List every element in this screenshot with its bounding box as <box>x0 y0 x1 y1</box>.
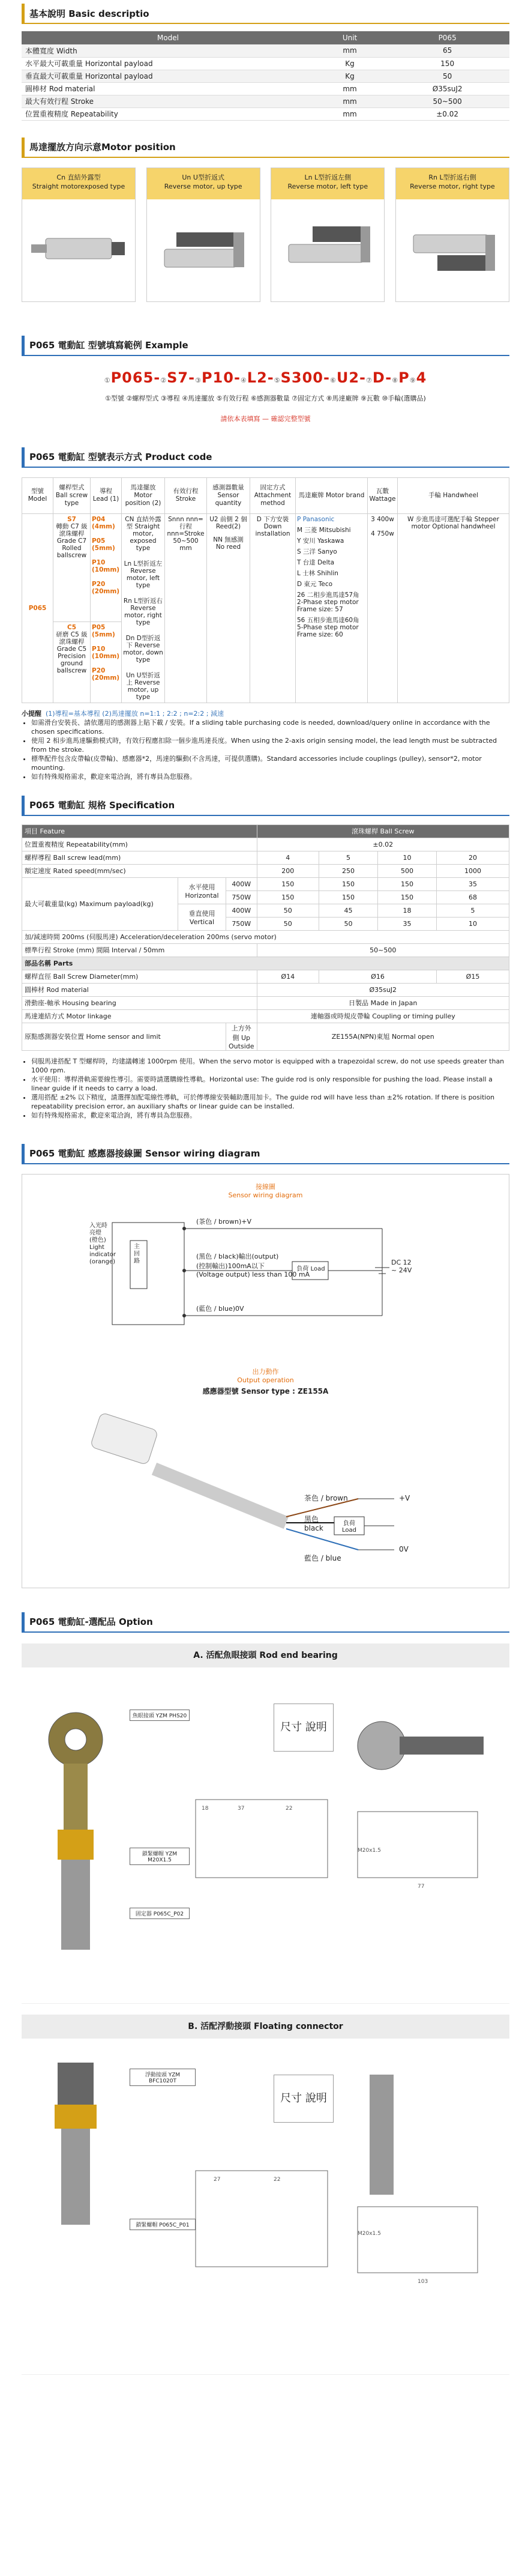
tag-lock-nut: 鎖緊螺帽 YZM M20X1.5 <box>130 1848 190 1865</box>
col-p065: P065 <box>385 31 509 44</box>
page <box>0 4 531 2576</box>
motor-card-rn: Rn L型折返右側 Reverse motor, right type <box>395 168 509 302</box>
list-item: • 使用 2 相步進馬達驅動模式時，有效行程應扣除一個步進馬達長度。When using the 2-axis origin sensing model, the lead length must be subtracted from the stroke. <box>31 736 509 754</box>
table-row: 位置重複精度 Repeatability mm ±0.02 <box>22 107 509 120</box>
wiring-diagram: 接線圖 Sensor wiring diagram 入光時亮燈 (橙色) Light indicator (orange) 主 回 路 (茶色 / brown)+V (黑色 / black)輸出(output) (控制輸出)100mA以下 (Voltage output) less than 100 mA (藍色 / blue)0V 負荷 Load DC 12 ~ 24V 出力動作 Output operation 感應器型號 Sensor type : ZE155A 茶色 / brown 黑色 black 藍色 / blue 負荷 Load +V 0V <box>22 1174 509 1588</box>
floating-connector-drawing <box>22 2039 508 2375</box>
list-item: • 如需滑台安裝長、請依選用的感測器上貼下載 / 安裝。If a sliding table purchasing code is needed, download/query online in accordance with the chosen specifications. <box>31 718 509 736</box>
example-legend: ①型號 ②螺桿型式 ③導程 ④馬達擺放 ⑤有效行程 ⑥感測器數量 ⑦固定方式 ⑧馬達廠牌 ⑨瓦數 ⑩手輪(選購品) <box>105 394 426 402</box>
option-b-title: B. 活配浮動接頭 Floating connector <box>22 2015 509 2039</box>
rod-end-drawing <box>22 1667 508 2004</box>
spec-title: P065 電動缸 規格 Specification <box>22 796 509 816</box>
list-item: • 標準配件包含皮帶輪(皮帶輪)、感應器*2，馬達的驅動(不含馬達，可提供選購)。Standard accessories include couplings (pulley), sensor*2, motor mounting. <box>31 754 509 772</box>
tag-lock-nut: 鎖緊螺帽 P065C_P01 <box>130 2219 196 2230</box>
motor-card-cn: Cn 直結外露型 Straight motorexposed type <box>22 168 136 302</box>
actuator-image <box>396 199 509 301</box>
table-row: 最大有效行程 Stroke mm 50~500 <box>22 95 509 107</box>
list-item: • 如有特殊規格需求，歡迎來電洽詢，將有專員為您服務。 <box>31 772 509 781</box>
example-note: 請依本表填寫 — 確認完整型號 <box>220 414 311 423</box>
basic-table <box>22 31 509 121</box>
option-a-title: A. 活配魚眼接頭 Rod end bearing <box>22 1643 509 1667</box>
motor-card-ln: Ln L型折返左側 Reverse motor, left type <box>271 168 385 302</box>
example-title: P065 電動缸 型號填寫範例 Example <box>22 336 509 356</box>
size-placeholder: 尺寸 說明 <box>274 1704 334 1752</box>
list-item: • 選用搭配 ±2% 以下精度，請選擇加配電線性導軌，可於傳導線安裝輔助選用加卡。The guide rod will have less than ±2% rotation. If there is position repeatability precision error, an auxiliary shafts or linear guide can be installed. <box>31 1093 509 1111</box>
tag-fixer: 固定器 P065C_P02 <box>130 1908 190 1919</box>
size-placeholder: 尺寸 說明 <box>274 2075 334 2123</box>
table-row: 圓棒材 Rod material mm Ø35suJ2 <box>22 82 509 95</box>
code-notes: 小提醒 (1)導程=基本導程 (2)馬達擺放 n=1:1 ; 2:2 ; n=2:2 ; 減速 • 如需滑台安裝長、請依選用的感測器上貼下載 / 安裝。If a sliding table purchasing code is needed, download/query online in accordance with the chosen specifications. • 使用 2 相步進馬達驅動模式時，有效行程應扣除一個步進馬達長度。When using the 2-axis origin sensing model, the lead length must be subtracted from the stroke. • 標準配件包含皮帶輪(皮帶輪)、感應器*2，馬達的驅動(不含馬達，可提供選購)。Standard accessories include couplings (pulley), sensor*2, motor mounting. • 如有特殊規格需求，歡迎來電洽詢，將有專員為您服務。 <box>22 709 509 781</box>
table-row: 本體寬度 Width mm 65 <box>22 44 509 57</box>
col-model: Model <box>22 31 314 44</box>
tag-rod-end: 魚眼接頭 YZM PHS20 <box>130 1710 190 1721</box>
motor-card-un: Un U型折返式 Reverse motor, up type <box>146 168 260 302</box>
option-a: 魚眼接頭 YZM PHS20 鎖緊螺帽 YZM M20X1.5 固定器 P065C_P02 尺寸 說明 18 37 22 77 M20x1.5 <box>22 1667 509 2004</box>
col-unit: Unit <box>314 31 385 44</box>
product-code-title: P065 電動缸 型號表示方式 Product code <box>22 447 509 468</box>
wiring-title: P065 電動缸 感應器接線圖 Sensor wiring diagram <box>22 1144 509 1164</box>
list-item: • 水平使用：導桿滑軌需要線性導引。需要時請選購線性導軌。Horizontal use: The guide rod is only responsible for pushing the load. Please install a linear guide if it needs to carry a load. <box>31 1075 509 1093</box>
option-b: 浮動接頭 YZM BFC1020T 鎖緊螺帽 P065C_P01 尺寸 說明 27 22 103 M20x1.5 <box>22 2039 509 2375</box>
table-row: 水平最大可載重量 Horizontal payload Kg 150 <box>22 57 509 70</box>
actuator-image <box>22 199 135 301</box>
actuator-image <box>271 199 384 301</box>
table-row: 垂直最大可載重量 Horizontal payload Kg 50 <box>22 70 509 82</box>
tag-floating-connector: 浮動接頭 YZM BFC1020T <box>130 2069 196 2086</box>
actuator-image <box>147 199 260 301</box>
spec-table: 項目 Feature 滾珠螺桿 Ball Screw 位置重複精度 Repeatability(mm) ±0.02 螺桿導程 Ball screw lead(mm) 4 5 10 20 額定速度 Rated speed(mm/sec) 200 250 500 1000 最大可載重量(kg) Maximum payload(kg) 水平使用 Horizontal 400W 150 150 150 35 750W 150 150 150 68 垂直使用 Vertical 400W 50 45 18 5 750W 50 50 35 10 加/減速時間 200ms (伺服馬達) Acceleration/deceleration 200ms (servo motor) 標準行程 Stroke (mm) 間隔 Interval / 50mm 50~500 部品名稱 Parts 螺桿直徑 Ball Screw Diameter(mm) Ø14 Ø16 Ø15 圓棒材 Rod material Ø35suJ2 滑動座-軸承 Housing bearing 日製品 Made in Japan 馬達連結方式 Motor linkage 連軸器或時規皮帶輪 Coupling or timing pulley 原點感測器安裝位置 Home sensor and limit 上方外側 Up Outside ZE155A(NPN)東旭 Normal open <box>22 824 509 1051</box>
motor-position-title: 馬達擺放方向示意Motor position <box>22 138 509 158</box>
spec-notes <box>22 1057 509 1120</box>
sensor-image <box>22 1403 509 1583</box>
list-item: • 伺服馬達搭配 T 型螺桿時，均建議轉速 1000rpm 使用。When the servo motor is equipped with a trapezoidal screw, do not use speeds greater than 1000 rpm. <box>31 1057 509 1075</box>
option-title: P065 電動缸-選配品 Option <box>22 1612 509 1633</box>
basic-title: 基本說明 Basic descriptio <box>22 4 509 24</box>
product-code-table: 型號 Model 螺桿型式 Ball screw type 導程 Lead (1) 馬達擺放 Motor position (2) 有效行程 Stroke 感測器數量 Sensor quantity 固定方式 Attachment method 馬達廠牌 Motor brand 瓦數 Wattage 手輪 Handwheel P065 S7 轉動 C7 級滾珠螺桿 Grade C7 Rolled ballscrew P04 (4mm) P05 (5mm) P10 (10mm) P20 (20mm) CN 直結外露型 Straight motor, exposed type Ln L型折返左 Reverse motor, left type Rn L型折返右 Reverse motor, right type Dn D型折返下 Reverse motor, down type Un U型折返上 Reverse motor, up type Snnn nnn=行程 nnn=Stroke 50~500 mm U2 前側 2 個 Reed(2) NN 無感測 No reed D 下方安裝 Down installation P Panasonic M 三菱 Mitsubishi Y 安川 Yaskawa S 三洋 Sanyo T 台達 Delta L 士林 Shihlin D 東元 Teco 26 二相步進馬達57角 2-Phase step motor Frame size: 57 56 五相步進馬達60角 5-Phase step motor Frame size: 60 3 400w 4 750w W 步進馬達可選配手輪 Stepper motor Optional handwheel C5 研磨 C5 級滾珠螺桿 Grade C5 Precision ground ballscrew P05 (5mm) P10 (10mm) P20 (20mm) <box>22 477 509 703</box>
motor-cards <box>22 168 509 302</box>
example-code: ①P065-②S7-③P10-④L2-⑤S300-⑥U2-⑦D-⑧P⑨4 <box>104 369 427 386</box>
list-item: • 如有特殊規格需求，歡迎來電洽詢，將有專員為您服務。 <box>31 1111 509 1120</box>
